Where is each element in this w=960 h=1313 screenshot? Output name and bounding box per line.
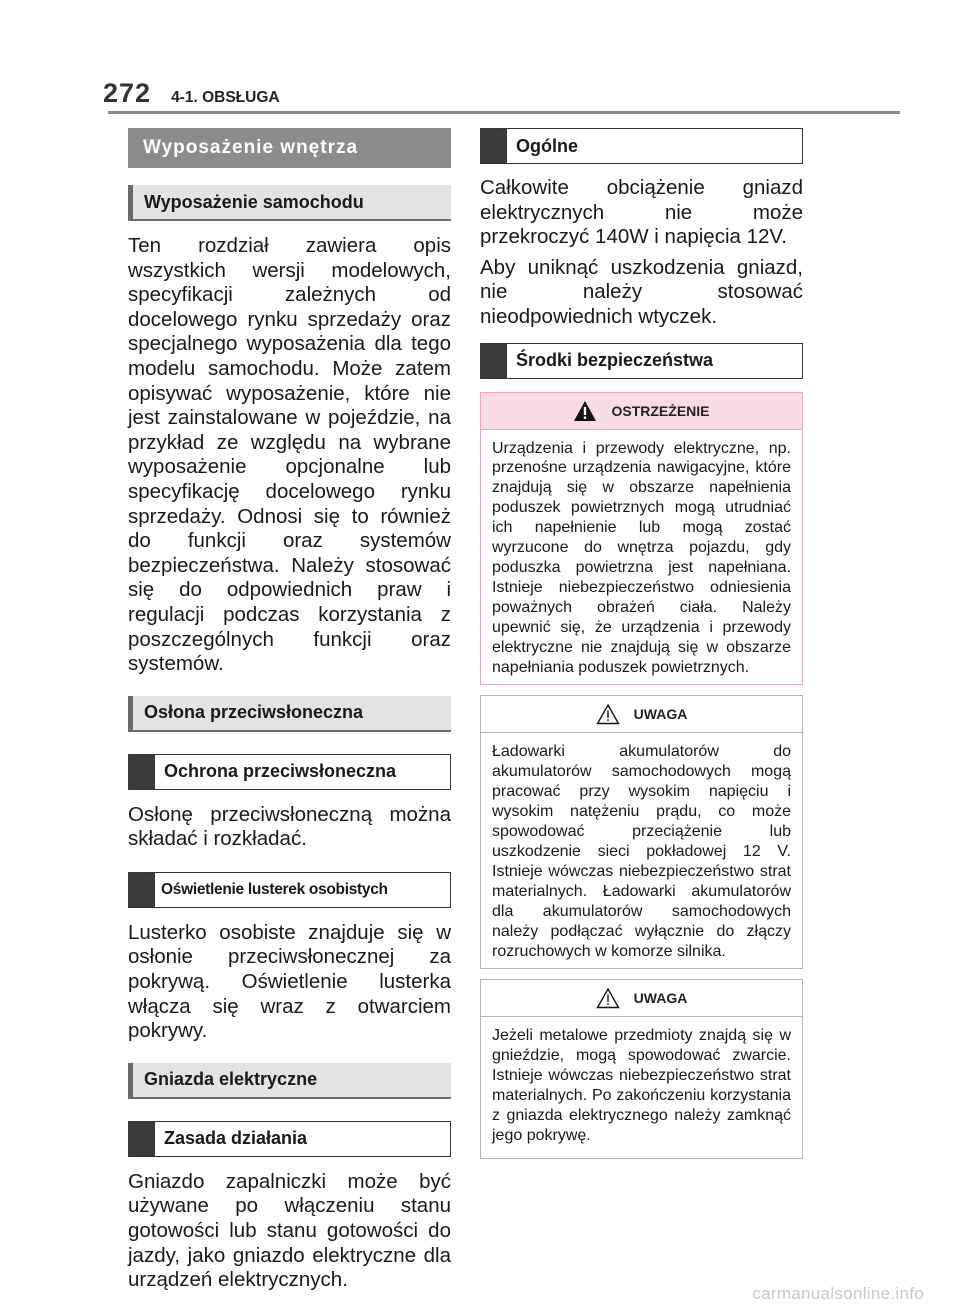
left-column: [128, 128, 451, 1293]
right-column: [480, 128, 803, 1159]
notice-text-charger: Ładowarki akumulatorów do akumulatorów samochodowych mogą pracować przy wysokim napięciu i wysokim natężeniu prądu, co może spowodować przeciążenie lub uszkodzenie sieci pokładowej 12 V. Istnieje wówczas niebezpieczeństwo strat materialnych. Ładowarki akumulatorów dla akumulatorów samochodowych należy podłączać wyłącznie do złączy rozruchowych w komorze silnika.: [492, 743, 791, 960]
topic-operation-principle: Zasada działania: [128, 1121, 451, 1157]
page-number: 272: [103, 78, 152, 108]
caution-triangle-outline-icon: [596, 987, 620, 1009]
paragraph-general-load: Całkowite obciążenie gniazd elektrycznych nie może przekroczyć 140W i napięcia 12V.: [480, 176, 803, 249]
warning-box-header: [481, 393, 802, 430]
heading-power-outlets: Gniazda elektryczne: [128, 1063, 451, 1099]
topic-general: Ogólne: [480, 128, 803, 164]
paragraph-sun-visor: Osłonę przeciwsłoneczną można składać i rozkładać.: [128, 802, 451, 851]
notice-title: UWAGA: [633, 990, 688, 1007]
notice-box-header: [481, 696, 802, 733]
heading-interior-equipment: Wyposażenie wnętrza: [128, 128, 451, 168]
page-header: [103, 78, 280, 109]
caution-triangle-outline-icon: [596, 703, 620, 725]
paragraph-equipment: Ten rozdział zawiera opis wszystkich wersji modelowych, specyfikacji zależnych od docelowego rynku sprzedaży oraz specjalnego wyposażenia dla tego modelu samochodu. Może zatem opisywać wyposażenie, które nie jest zainstalowane w pojeździe, na przykład ze względu na wybrane wyposażenie opcjonalne lub specyfikację docelowego rynku sprzedaży. Odnosi się to również do funkcji oraz systemów bezpieczeństwa. Należy stosować się do odpowiednich praw i regulacji podczas korzystania z poszczególnych funkcji oraz systemów.: [128, 234, 451, 676]
watermark: carmanualsonline.info: [752, 1284, 924, 1303]
warning-title: OSTRZEŻENIE: [611, 402, 710, 419]
heading-vehicle-equipment: Wyposażenie samochodu: [128, 185, 451, 221]
notice-box-charger: [480, 695, 803, 969]
notice-box-header: [481, 980, 802, 1017]
notice-title: UWAGA: [633, 706, 688, 723]
warning-text: Urządzenia i przewody elektryczne, np. przenośne urządzenia nawigacyjne, które znajdują się w obszarze napełnienia poduszek powietrznych mogą utrudniać ich napełnienie lub mogą zostać wyrzucone do wnętrza pojazdu, gdy poduszka powietrzna jest napełniana. Istnieje niebezpieczeństwo odniesienia poważnych obrażeń ciała. Należy upewnić się, że urządzenia i przewody elektryczne nie znajdują się w obszarze napełniania poduszek powietrznych.: [492, 439, 791, 676]
paragraph-operation: Gniazdo zapalniczki może być używane po włączeniu stanu gotowości lub stanu gotowości do jazdy, jako gniazdo elektryczne dla urządzeń elektrycznych.: [128, 1169, 451, 1292]
header-rule: [108, 111, 900, 114]
paragraph-general-plugs: Aby uniknąć uszkodzenia gniazd, nie należy stosować nieodpowiednich wtyczek.: [480, 255, 803, 328]
heading-sun-visor: Osłona przeciwsłoneczna: [128, 696, 451, 732]
topic-vanity-mirror-light: Oświetlenie lusterek osobistych: [128, 872, 451, 908]
topic-safety-measures: Środki bezpieczeństwa: [480, 343, 803, 379]
topic-sun-protection: Ochrona przeciwsłoneczna: [128, 754, 451, 790]
warning-box: [480, 392, 803, 686]
paragraph-vanity-mirror: Lusterko osobiste znajduje się w osłonie przeciwsłonecznej za pokrywą. Oświetlenie lusterka włącza się wraz z otwarciem pokrywy.: [128, 920, 451, 1043]
warning-triangle-icon: [573, 400, 597, 422]
notice-text-metal-objects: Jeżeli metalowe przedmioty znajdą się w gnieździe, mogą spowodować zwarcie. Istnieje wówczas niebezpieczeństwo strat materialnych. Po zakończeniu korzystania z gniazda elektrycznego należy zamknąć jego pokrywę.: [492, 1027, 791, 1144]
section-label: 4-1. OBSŁUGA: [171, 89, 280, 106]
notice-box-metal-objects: [480, 979, 803, 1158]
